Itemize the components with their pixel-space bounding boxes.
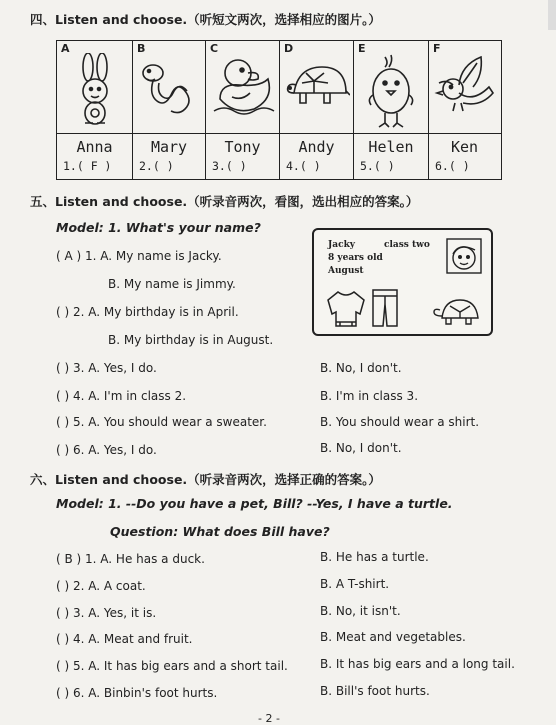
question-5-2-option-b[interactable]: B. My birthday is in August.: [108, 333, 274, 347]
question-5-5-option-a[interactable]: ( ) 5. A. You should wear a sweater.: [56, 415, 267, 429]
column-letter: A: [61, 42, 70, 55]
question-6-4-option-a[interactable]: ( ) 4. A. Meat and fruit.: [56, 632, 193, 646]
column-name: Anna: [76, 138, 113, 156]
section6-model: Model: 1. --Do you have a pet, Bill? --Yes, I have a turtle.: [56, 496, 453, 511]
column-name: Ken: [450, 138, 479, 156]
column-f: [429, 41, 500, 179]
question-6-6-option-a[interactable]: ( ) 6. A. Binbin's foot hurts.: [56, 686, 218, 700]
duck-icon: [210, 53, 276, 119]
column-letter: F: [433, 42, 441, 55]
question-5-6-option-a[interactable]: ( ) 6. A. Yes, I do.: [56, 443, 157, 457]
column-name: Andy: [298, 138, 335, 156]
section5-model: Model: 1. What's your name?: [56, 220, 261, 235]
answer-slot[interactable]: 5.( ): [360, 159, 395, 173]
section4-title: 四、Listen and choose.（听短文两次，选择相应的图片。）: [30, 12, 381, 27]
column-d: [280, 41, 354, 179]
question-6-2-option-b[interactable]: B. A T-shirt.: [320, 577, 390, 591]
question-6-2-option-a[interactable]: ( ) 2. A. A coat.: [56, 579, 146, 593]
question-6-3-option-a[interactable]: ( ) 3. A. Yes, it is.: [56, 606, 157, 620]
question-5-3-option-b[interactable]: B. No, I don't.: [320, 361, 402, 375]
answer-slot[interactable]: 2.( ): [139, 159, 174, 173]
answer-slot[interactable]: 4.( ): [286, 159, 321, 173]
question-5-5-option-b[interactable]: B. You should wear a shirt.: [320, 415, 480, 429]
question-5-1-option-a[interactable]: ( A ) 1. A. My name is Jacky.: [56, 249, 222, 263]
page-edge: [548, 0, 556, 30]
question-5-6-option-b[interactable]: B. No, I don't.: [320, 441, 402, 455]
column-letter: B: [137, 42, 146, 55]
section5-title: 五、Listen and choose.（听录音两次，看图，选出相应的答案。）: [30, 194, 419, 209]
column-e: [354, 41, 429, 179]
info-month: August: [328, 266, 364, 276]
trousers-icon: [370, 288, 400, 328]
question-5-1-option-b[interactable]: B. My name is Jimmy.: [108, 277, 236, 291]
info-class: class two: [384, 240, 430, 250]
answer-slot[interactable]: 6.( ): [435, 159, 470, 173]
column-c: [206, 41, 280, 179]
column-letter: C: [210, 42, 219, 55]
question-6-1-option-a[interactable]: ( B ) 1. A. He has a duck.: [56, 552, 205, 566]
question-6-5-option-a[interactable]: ( ) 5. A. It has big ears and a short tail.: [56, 659, 288, 673]
question-6-3-option-b[interactable]: B. No, it isn't.: [320, 604, 401, 618]
question-6-6-option-b[interactable]: B. Bill's foot hurts.: [320, 684, 430, 698]
column-name: Tony: [224, 138, 261, 156]
question-5-4-option-a[interactable]: ( ) 4. A. I'm in class 2.: [56, 389, 187, 403]
column-b: [133, 41, 206, 179]
turtle-icon: [432, 296, 480, 328]
turtle-icon: [284, 53, 350, 119]
column-letter: D: [284, 42, 294, 55]
section6-question: Question: What does Bill have?: [110, 524, 330, 539]
column-name: Helen: [368, 138, 414, 156]
chick-icon: [363, 53, 419, 129]
question-6-4-option-b[interactable]: B. Meat and vegetables.: [320, 630, 466, 644]
question-6-1-option-b[interactable]: B. He has a turtle.: [320, 550, 429, 564]
picture-table: [56, 40, 502, 180]
rabbit-icon: [71, 53, 119, 129]
face-icon: [446, 238, 482, 274]
bird-icon: [433, 53, 497, 119]
question-6-5-option-b[interactable]: B. It has big ears and a long tail.: [320, 657, 515, 671]
column-name: Mary: [150, 138, 188, 156]
column-letter: E: [358, 42, 366, 55]
question-5-3-option-a[interactable]: ( ) 3. A. Yes, I do.: [56, 361, 157, 375]
info-card: [312, 228, 493, 336]
answer-slot[interactable]: 3.( ): [212, 159, 247, 173]
section6-title: 六、Listen and choose.（听录音两次，选择正确的答案。）: [30, 472, 381, 487]
sweater-icon: [326, 288, 366, 328]
snake-icon: [139, 53, 199, 123]
question-5-4-option-b[interactable]: B. I'm in class 3.: [320, 389, 419, 403]
question-5-2-option-a[interactable]: ( ) 2. A. My birthday is in April.: [56, 305, 239, 319]
column-a: [57, 41, 133, 179]
info-name: Jacky: [328, 240, 356, 250]
info-age: 8 years old: [328, 253, 383, 263]
answer-slot[interactable]: 1.( F ): [63, 159, 112, 173]
page-number: - 2 -: [258, 712, 280, 725]
